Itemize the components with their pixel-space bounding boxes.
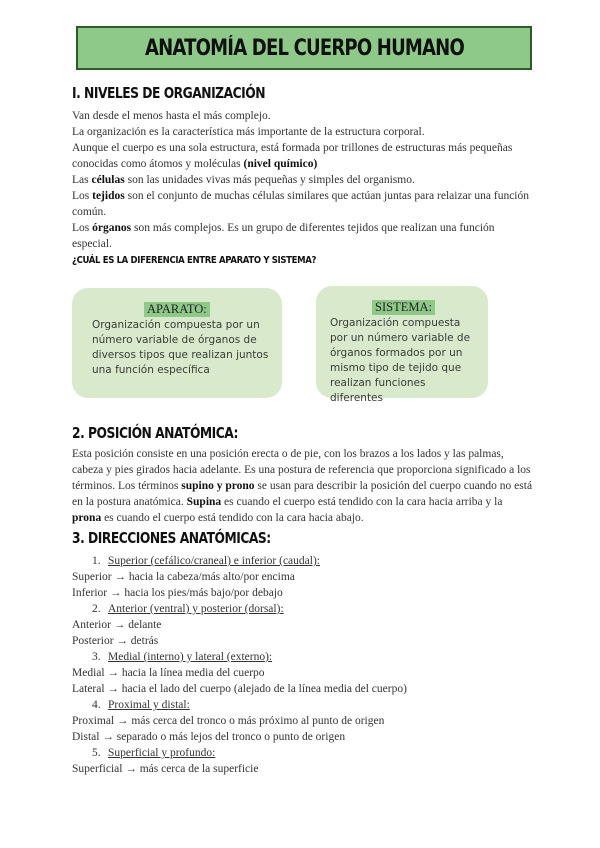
section-1-heading: I. NIVELES DE ORGANIZACIÓN bbox=[72, 84, 266, 102]
direction-item-1 bbox=[92, 553, 320, 569]
direction-line: Proximal → más cerca del tronco o más próximo al punto de origen bbox=[72, 715, 385, 727]
direction-line: Distal → separado o más lejos del tronco o punto de origen bbox=[72, 731, 346, 743]
direction-item-4 bbox=[92, 697, 190, 713]
text: son el conjunto de muchas células similares que actúan juntas para relaizar una función común. bbox=[72, 190, 529, 218]
text: es cuando el cuerpo está tendido con la cara hacia arriba y la bbox=[221, 496, 503, 508]
paragraph: Van desde el menos hasta el más complejo. bbox=[72, 110, 271, 122]
bold-text: prona bbox=[72, 512, 102, 524]
text: Esta posición consiste en una posición erecta o de pie, con los brazos a los lados y las palmas, cabeza y pies girados hacia adelante. Es una postura de referencia que proporciona significado a los términos. Los términos bbox=[72, 448, 531, 492]
item-number: 5. bbox=[92, 747, 101, 759]
aparato-title: APARATO: bbox=[144, 302, 210, 317]
paragraph bbox=[72, 188, 534, 220]
bold-text: tejidos bbox=[92, 190, 125, 202]
direction-item-2 bbox=[92, 601, 284, 617]
section-2-body bbox=[72, 446, 534, 526]
sistema-card bbox=[316, 286, 488, 404]
section-1-body bbox=[72, 108, 534, 252]
item-title: Superior (cefálico/craneal) e inferior (caudal): bbox=[108, 555, 320, 567]
section-3-heading: 3. DIRECCIONES ANATÓMICAS: bbox=[72, 529, 271, 547]
item-number: 1. bbox=[92, 555, 101, 567]
sistema-definition: Organización compuesta por un número variable de órganos formados por un mismo tipo de tejido que realizan funciones diferentes bbox=[330, 317, 471, 404]
direction-line: Lateral → hacia el lado del cuerpo (alejado de la línea media del cuerpo) bbox=[72, 683, 407, 695]
bold-text: Supina bbox=[186, 496, 222, 508]
direction-item-3 bbox=[92, 649, 272, 665]
direction-line: Inferior → hacia los pies/más bajo/por debajo bbox=[72, 587, 283, 599]
direction-line: Posterior → detrás bbox=[72, 635, 159, 647]
paragraph bbox=[72, 140, 534, 172]
bold-text: órganos bbox=[92, 222, 132, 234]
title-banner bbox=[76, 26, 532, 70]
aparato-card bbox=[72, 288, 282, 398]
direction-line: Superior → hacia la cabeza/más alto/por encima bbox=[72, 571, 295, 583]
paragraph bbox=[72, 220, 534, 252]
text: Los bbox=[72, 190, 93, 202]
bold-text: supino y prono bbox=[181, 480, 255, 492]
text: son más complejos. Es un grupo de diferentes tejidos que realizan una función especial. bbox=[72, 222, 495, 250]
paragraph: La organización es la característica más importante de la estructura corporal. bbox=[72, 126, 425, 138]
item-title: Anterior (ventral) y posterior (dorsal): bbox=[108, 603, 284, 615]
text: Los bbox=[72, 222, 93, 234]
item-number: 3. bbox=[92, 651, 101, 663]
paragraph bbox=[72, 172, 534, 188]
sistema-title: SISTEMA: bbox=[372, 300, 435, 315]
direction-line: Medial → hacia la línea media del cuerpo bbox=[72, 667, 265, 679]
aparato-definition: Organización compuesta por un número variable de órganos de diversos tipos que realizan juntos una función específica bbox=[92, 319, 269, 376]
text: Las bbox=[72, 174, 92, 186]
direction-line: Superficial → más cerca de la superficie bbox=[72, 763, 259, 775]
difference-subheading: ¿CUÁL ES LA DIFERENCIA ENTRE APARATO Y SISTEMA? bbox=[72, 255, 317, 266]
direction-item-5 bbox=[92, 745, 215, 761]
text: es cuando el cuerpo está tendido con la cara hacia abajo. bbox=[101, 512, 364, 524]
direction-line: Anterior → delante bbox=[72, 619, 162, 631]
item-title: Superficial y profundo: bbox=[108, 747, 216, 759]
item-number: 2. bbox=[92, 603, 101, 615]
item-number: 4. bbox=[92, 699, 101, 711]
item-title: Proximal y distal: bbox=[108, 699, 190, 711]
bold-text: (nivel químico) bbox=[243, 158, 318, 170]
paragraph bbox=[72, 446, 534, 526]
text: se usan para describir la posición del cuerpo cuando no está en la postura anatómica. bbox=[72, 480, 533, 508]
text: son las unidades vivas más pequeñas y simples del organismo. bbox=[124, 174, 415, 186]
bold-text: células bbox=[91, 174, 125, 186]
section-2-heading: 2. POSICIÓN ANATÓMICA: bbox=[72, 424, 238, 442]
page-title: ANATOMÍA DEL CUERPO HUMANO bbox=[144, 35, 464, 61]
text: Aunque el cuerpo es una sola estructura, está formada por trillones de estructuras más pequeñas conocidas como átomos y moléculas bbox=[72, 142, 513, 170]
item-title: Medial (interno) y lateral (externo): bbox=[108, 651, 273, 663]
